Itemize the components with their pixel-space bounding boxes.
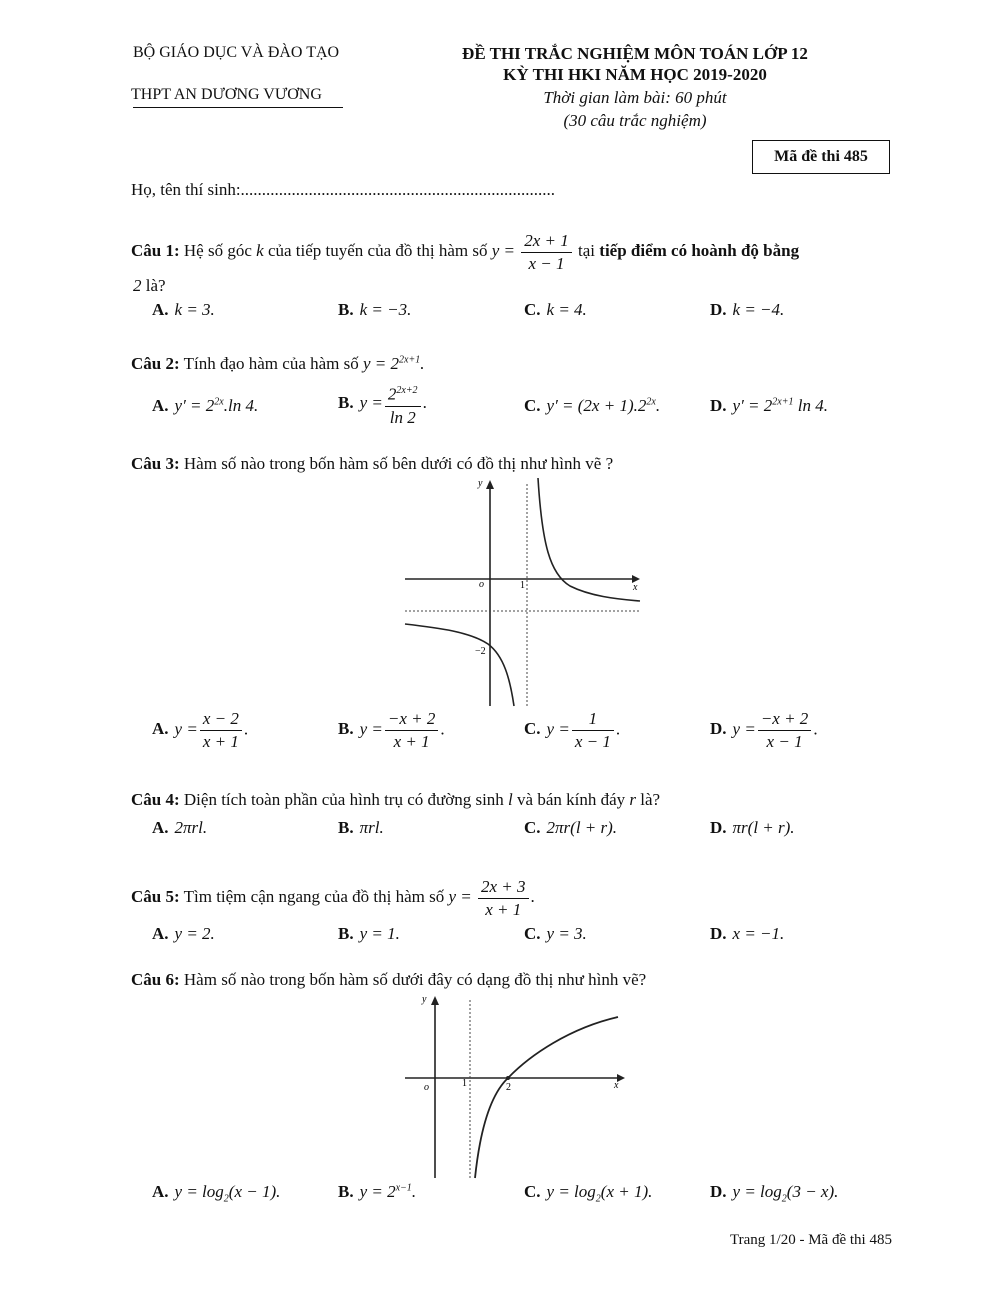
option-text: πr(l + r). xyxy=(732,818,795,837)
option-fraction xyxy=(200,708,242,753)
q4-text-c: là? xyxy=(640,790,661,809)
q5-option-b[interactable] xyxy=(338,924,400,944)
option-num: −x + 2 xyxy=(758,708,812,731)
q5-label: Câu 5: xyxy=(131,887,180,906)
option-num-base: 2 xyxy=(387,384,397,404)
q2-option-c[interactable] xyxy=(524,396,660,416)
q1-option-d[interactable] xyxy=(710,300,784,320)
option-text: y = 3. xyxy=(546,924,587,943)
q2-option-d[interactable] xyxy=(710,396,828,416)
q2-fn-exp: 2x+1 xyxy=(399,354,421,366)
option-text: 2πr(l + r). xyxy=(546,818,618,837)
q1-fn-den: x − 1 xyxy=(528,253,565,273)
option-label: B. xyxy=(338,818,354,837)
exam-subtitle: KỲ THI HKI NĂM HỌC 2019-2020 xyxy=(503,65,767,84)
q1-fn-num: 2x + 1 xyxy=(521,230,572,253)
q3-y-label: y xyxy=(478,478,483,489)
option-post: .ln 4. xyxy=(223,396,259,415)
q6-tick-2: 2 xyxy=(506,1082,511,1093)
option-label: C. xyxy=(524,1182,541,1201)
question-6 xyxy=(131,970,646,990)
q5-text: Tìm tiệm cận ngang của đồ thị hàm số xyxy=(183,887,445,906)
option-pre: y = log xyxy=(174,1182,224,1201)
q3-text: Hàm số nào trong bốn hàm số bên dưới có đồ thị như hình vẽ ? xyxy=(183,454,614,473)
q3-label: Câu 3: xyxy=(131,454,180,473)
option-post: . xyxy=(655,396,661,415)
option-fraction xyxy=(758,708,812,753)
q6-tick-1: 1 xyxy=(462,1078,467,1089)
option-label: A. xyxy=(152,719,169,739)
option-num: x − 2 xyxy=(200,708,242,731)
option-sub: 2 xyxy=(595,1193,601,1205)
option-num: 1 xyxy=(572,708,614,731)
q2-fn-end: . xyxy=(420,354,425,373)
ministry-name: BỘ GIÁO DỤC VÀ ĐÀO TẠO xyxy=(133,44,340,61)
option-post: ln 4. xyxy=(793,396,828,415)
option-text: 2πrl. xyxy=(174,818,208,837)
option-label: D. xyxy=(710,719,727,739)
q4-option-a[interactable] xyxy=(152,818,207,838)
q6-option-b[interactable] xyxy=(338,1182,416,1202)
option-label: B. xyxy=(338,924,354,943)
q5-option-c[interactable] xyxy=(524,924,587,944)
option-post: (3 − x). xyxy=(786,1182,839,1201)
q1-option-b[interactable] xyxy=(338,300,411,320)
option-text: k = −3. xyxy=(359,300,412,319)
option-fraction xyxy=(572,708,614,753)
option-exp: 2x+1 xyxy=(772,396,794,408)
option-post: . xyxy=(422,393,427,413)
q3-curve-right-branch xyxy=(538,478,640,601)
option-text: y = 2. xyxy=(174,924,215,943)
q2-text: Tính đạo hàm của hàm số xyxy=(183,354,359,373)
option-post: . xyxy=(411,1182,417,1201)
q4-text-b: và bán kính đáy xyxy=(517,790,626,809)
page-footer: Trang 1/20 - Mã đề thi 485 xyxy=(730,1232,892,1248)
option-text: k = 3. xyxy=(174,300,215,319)
q1-label: Câu 1: xyxy=(131,241,180,260)
option-label: B. xyxy=(338,1182,354,1201)
q1-text-a: Hệ số góc xyxy=(183,241,252,260)
option-label: D. xyxy=(710,300,727,319)
option-post: (x + 1). xyxy=(600,1182,653,1201)
q1-text-bold: tiếp điểm có hoành độ bằng xyxy=(599,241,800,260)
exam-time: Thời gian làm bài: 60 phút xyxy=(543,88,727,107)
q3-option-a[interactable]: A. y = $\frac{x - 2}{x + 1}$ . xyxy=(152,709,249,751)
q2-fn-base: y = 2 xyxy=(363,354,400,373)
school-name: THPT AN DƯƠNG VƯƠNG xyxy=(131,86,322,103)
option-label: C. xyxy=(524,396,541,415)
option-label: B. xyxy=(338,300,354,319)
option-lhs: y = xyxy=(359,719,383,739)
q6-intercept-point xyxy=(506,1076,510,1080)
q3-tick-x: 1 xyxy=(520,580,525,591)
q1-fn-lhs: y = xyxy=(491,241,515,260)
option-label: A. xyxy=(152,1182,169,1201)
q3-option-d[interactable]: D. y = $\frac{-x + 2}{x - 1}$ . xyxy=(710,709,818,751)
option-text: x = −1. xyxy=(732,924,785,943)
q2-b-fraction xyxy=(385,380,421,429)
q6-origin-label: o xyxy=(424,1082,429,1093)
q6-label: Câu 6: xyxy=(131,970,180,989)
q4-option-c[interactable] xyxy=(524,818,617,838)
option-text: k = −4. xyxy=(732,300,785,319)
q1-option-a[interactable] xyxy=(152,300,215,320)
option-text: y = 1. xyxy=(359,924,400,943)
option-label: D. xyxy=(710,818,727,837)
q2-label: Câu 2: xyxy=(131,354,180,373)
q5-fn-num: 2x + 3 xyxy=(478,876,529,899)
q1-text-b: của tiếp tuyến của đồ thị hàm số xyxy=(267,241,488,260)
option-exp: 2x xyxy=(646,396,656,408)
q5-fn-lhs: y = xyxy=(448,887,472,906)
option-pre: y = 2 xyxy=(359,1182,396,1201)
q3-x-label: x xyxy=(633,582,638,593)
question-3 xyxy=(131,454,613,474)
q5-option-a[interactable] xyxy=(152,924,215,944)
option-den: ln 2 xyxy=(389,407,416,427)
q4-option-b[interactable] xyxy=(338,818,384,838)
q3-y-arrow xyxy=(486,480,494,489)
q3-curve-left-branch xyxy=(405,624,514,706)
q3-option-c[interactable]: C. y = $\frac{1}{x - 1}$ . xyxy=(524,709,621,751)
q1-var-k: k xyxy=(256,241,264,260)
option-pre: y′ = 2 xyxy=(174,396,215,415)
option-label: C. xyxy=(524,818,541,837)
option-label: B. xyxy=(338,719,354,739)
q3-graph xyxy=(400,474,648,708)
q6-x-label: x xyxy=(614,1080,619,1091)
q4-option-d[interactable] xyxy=(710,818,795,838)
q1-option-c[interactable] xyxy=(524,300,587,320)
option-den: x + 1 xyxy=(202,732,239,751)
option-label: A. xyxy=(152,818,169,837)
question-1 xyxy=(131,226,799,276)
q6-option-d[interactable] xyxy=(710,1182,838,1204)
q5-fn-den: x + 1 xyxy=(485,899,522,919)
option-den: x − 1 xyxy=(766,732,803,751)
question-count: (30 câu trắc nghiệm) xyxy=(563,111,707,130)
option-pre: y′ = (2x + 1).2 xyxy=(546,396,647,415)
option-lhs: y = xyxy=(732,719,756,739)
option-sup: x−1 xyxy=(395,1182,412,1194)
option-label: A. xyxy=(152,300,169,319)
q6-text: Hàm số nào trong bốn hàm số dưới đây có dạng đồ thị như hình vẽ? xyxy=(183,970,647,989)
q3-tick-y: −2 xyxy=(475,646,486,657)
q6-y-label: y xyxy=(422,994,427,1005)
question-4 xyxy=(131,790,660,810)
q4-var-l: l xyxy=(508,790,513,809)
option-pre: y′ = 2 xyxy=(732,396,773,415)
option-label: A. xyxy=(152,396,169,415)
option-den: x + 1 xyxy=(393,732,430,751)
option-fraction xyxy=(385,708,439,753)
option-label: D. xyxy=(710,924,727,943)
q2-option-b[interactable] xyxy=(338,380,427,429)
q4-var-r: r xyxy=(629,790,637,809)
option-exp: 2x xyxy=(214,396,224,408)
exam-title: ĐỀ THI TRẮC NGHIỆM MÔN TOÁN LỚP 12 xyxy=(462,44,808,63)
option-pre: y = log xyxy=(546,1182,596,1201)
q6-log-curve xyxy=(475,1017,618,1178)
option-post: (x − 1). xyxy=(228,1182,281,1201)
option-label: B. xyxy=(338,393,354,413)
option-label: A. xyxy=(152,924,169,943)
q1-fraction xyxy=(521,230,572,275)
q3-option-b[interactable]: B. y = $\frac{-x + 2}{x + 1}$ . xyxy=(338,709,445,751)
question-2 xyxy=(131,354,424,374)
option-num-exp: 2x+2 xyxy=(396,385,418,396)
q6-option-c[interactable] xyxy=(524,1182,652,1204)
school-underline xyxy=(133,107,343,108)
option-label: C. xyxy=(524,300,541,319)
option-sub: 2 xyxy=(781,1193,787,1205)
q1-line2-num: 2 xyxy=(133,276,142,295)
option-pre: y = xyxy=(359,393,383,413)
q1-line2-text: là? xyxy=(145,276,166,295)
option-label: C. xyxy=(524,719,541,739)
option-label: C. xyxy=(524,924,541,943)
q4-text-a: Diện tích toàn phần của hình trụ có đường sinh xyxy=(183,790,504,809)
q5-fn-end: . xyxy=(530,887,535,906)
option-num: −x + 2 xyxy=(385,708,439,731)
exam-code-box: Mã đề thi 485 xyxy=(752,140,890,174)
q6-graph xyxy=(400,990,632,1180)
q5-option-d[interactable] xyxy=(710,924,784,944)
option-lhs: y = xyxy=(174,719,198,739)
q4-label: Câu 4: xyxy=(131,790,180,809)
q6-y-arrow xyxy=(431,996,439,1005)
q5-fraction xyxy=(478,876,529,921)
option-text: k = 4. xyxy=(546,300,587,319)
option-pre: y = log xyxy=(732,1182,782,1201)
q2-option-a[interactable] xyxy=(152,396,258,416)
q6-option-a[interactable] xyxy=(152,1182,280,1204)
q1-text-c: tại xyxy=(578,241,596,260)
option-den: x − 1 xyxy=(574,732,611,751)
option-lhs: y = xyxy=(546,719,570,739)
option-sub: 2 xyxy=(223,1193,229,1205)
q2-fn xyxy=(363,354,424,373)
q1-line2 xyxy=(133,276,166,296)
student-name-line: Họ, tên thí sinh:.......................................................................... xyxy=(131,180,556,199)
q3-origin-label: o xyxy=(479,579,484,590)
option-label: D. xyxy=(710,1182,727,1201)
option-text: πrl. xyxy=(359,818,384,837)
option-label: D. xyxy=(710,396,727,415)
question-5 xyxy=(131,872,535,922)
